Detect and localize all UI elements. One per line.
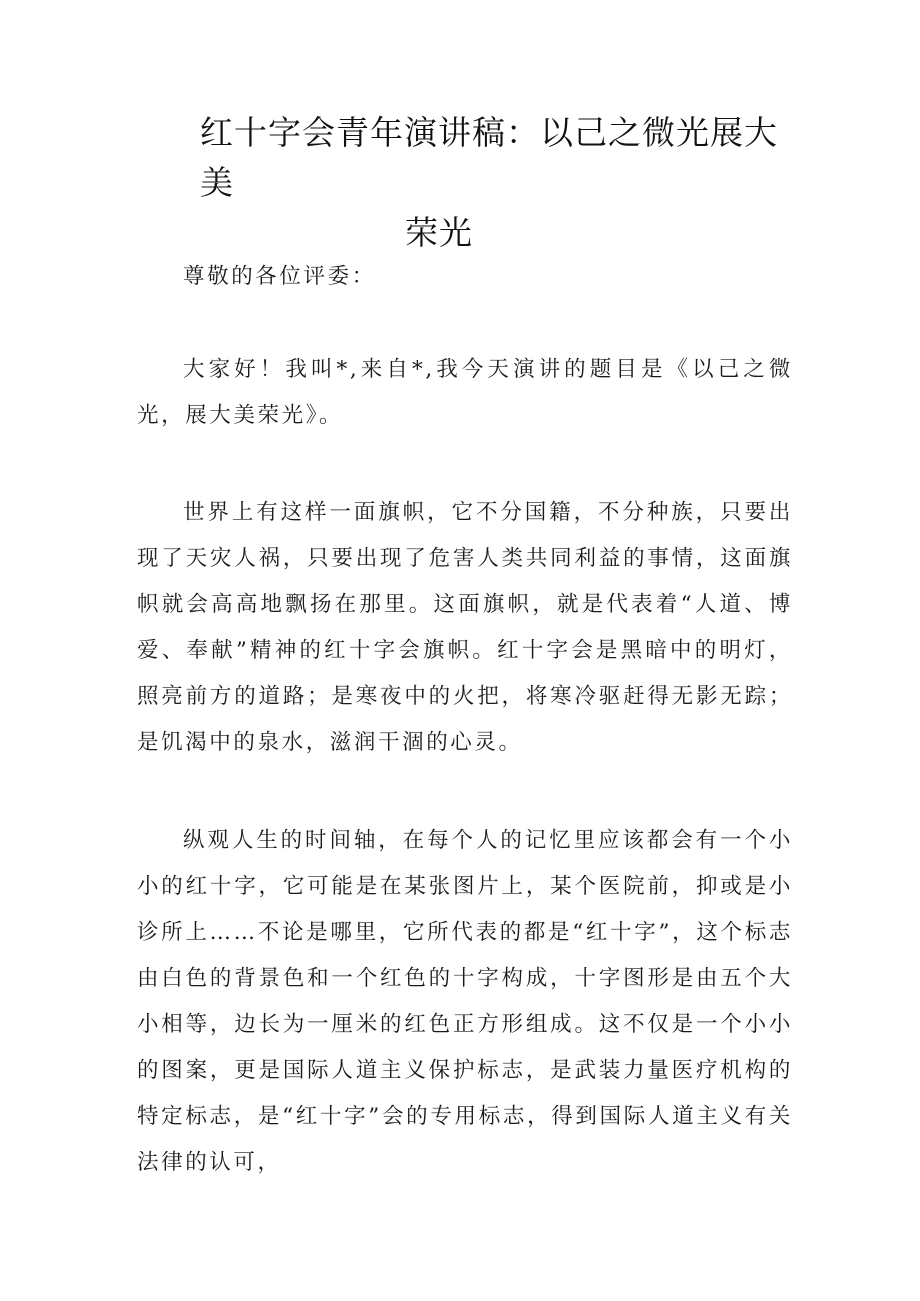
salutation: 尊敬的各位评委： bbox=[183, 264, 376, 289]
paragraph-red-cross-flag: 世界上有这样一面旗帜，它不分国籍，不分种族，只要出现了天灾人祸，只要出现了危害人类共同利益的事情，这面旗帜就会高高地飘扬在那里。这面旗帜，就是代表着“人道、博爱、奉献”精神的红十字会旗帜。红十字会是黑暗中的明灯，照亮前方的道路；是寒夜中的火把，将寒冷驱赶得无影无踪；是饥渴中的泉水，滋润干涸的心灵。 bbox=[137, 500, 793, 755]
title-line-2: 荣光 bbox=[405, 213, 473, 252]
paragraph-red-cross-emblem: 纵观人生的时间轴，在每个人的记忆里应该都会有一个小小的红十字，它可能是在某张图片上，某个医院前，抑或是小诊所上……不论是哪里，它所代表的都是“红十字”，这个标志由白色的背景色和一个红色的十字构成，十字图形是由五个大小相等，边长为一厘米的红色正方形组成。这不仅是一个小小的图案，更是国际人道主义保护标志，是武装力量医疗机构的特定标志，是“红十字”会的专用标志，得到国际人道主义有关法律的认可， bbox=[137, 828, 793, 1175]
document-title bbox=[200, 108, 800, 258]
paragraph-greeting: 大家好！我叫*,来自*,我今天演讲的题目是《以己之微光，展大美荣光》。 bbox=[137, 357, 793, 428]
title-line-1: 红十字会青年演讲稿：以己之微光展大美 bbox=[200, 113, 778, 202]
